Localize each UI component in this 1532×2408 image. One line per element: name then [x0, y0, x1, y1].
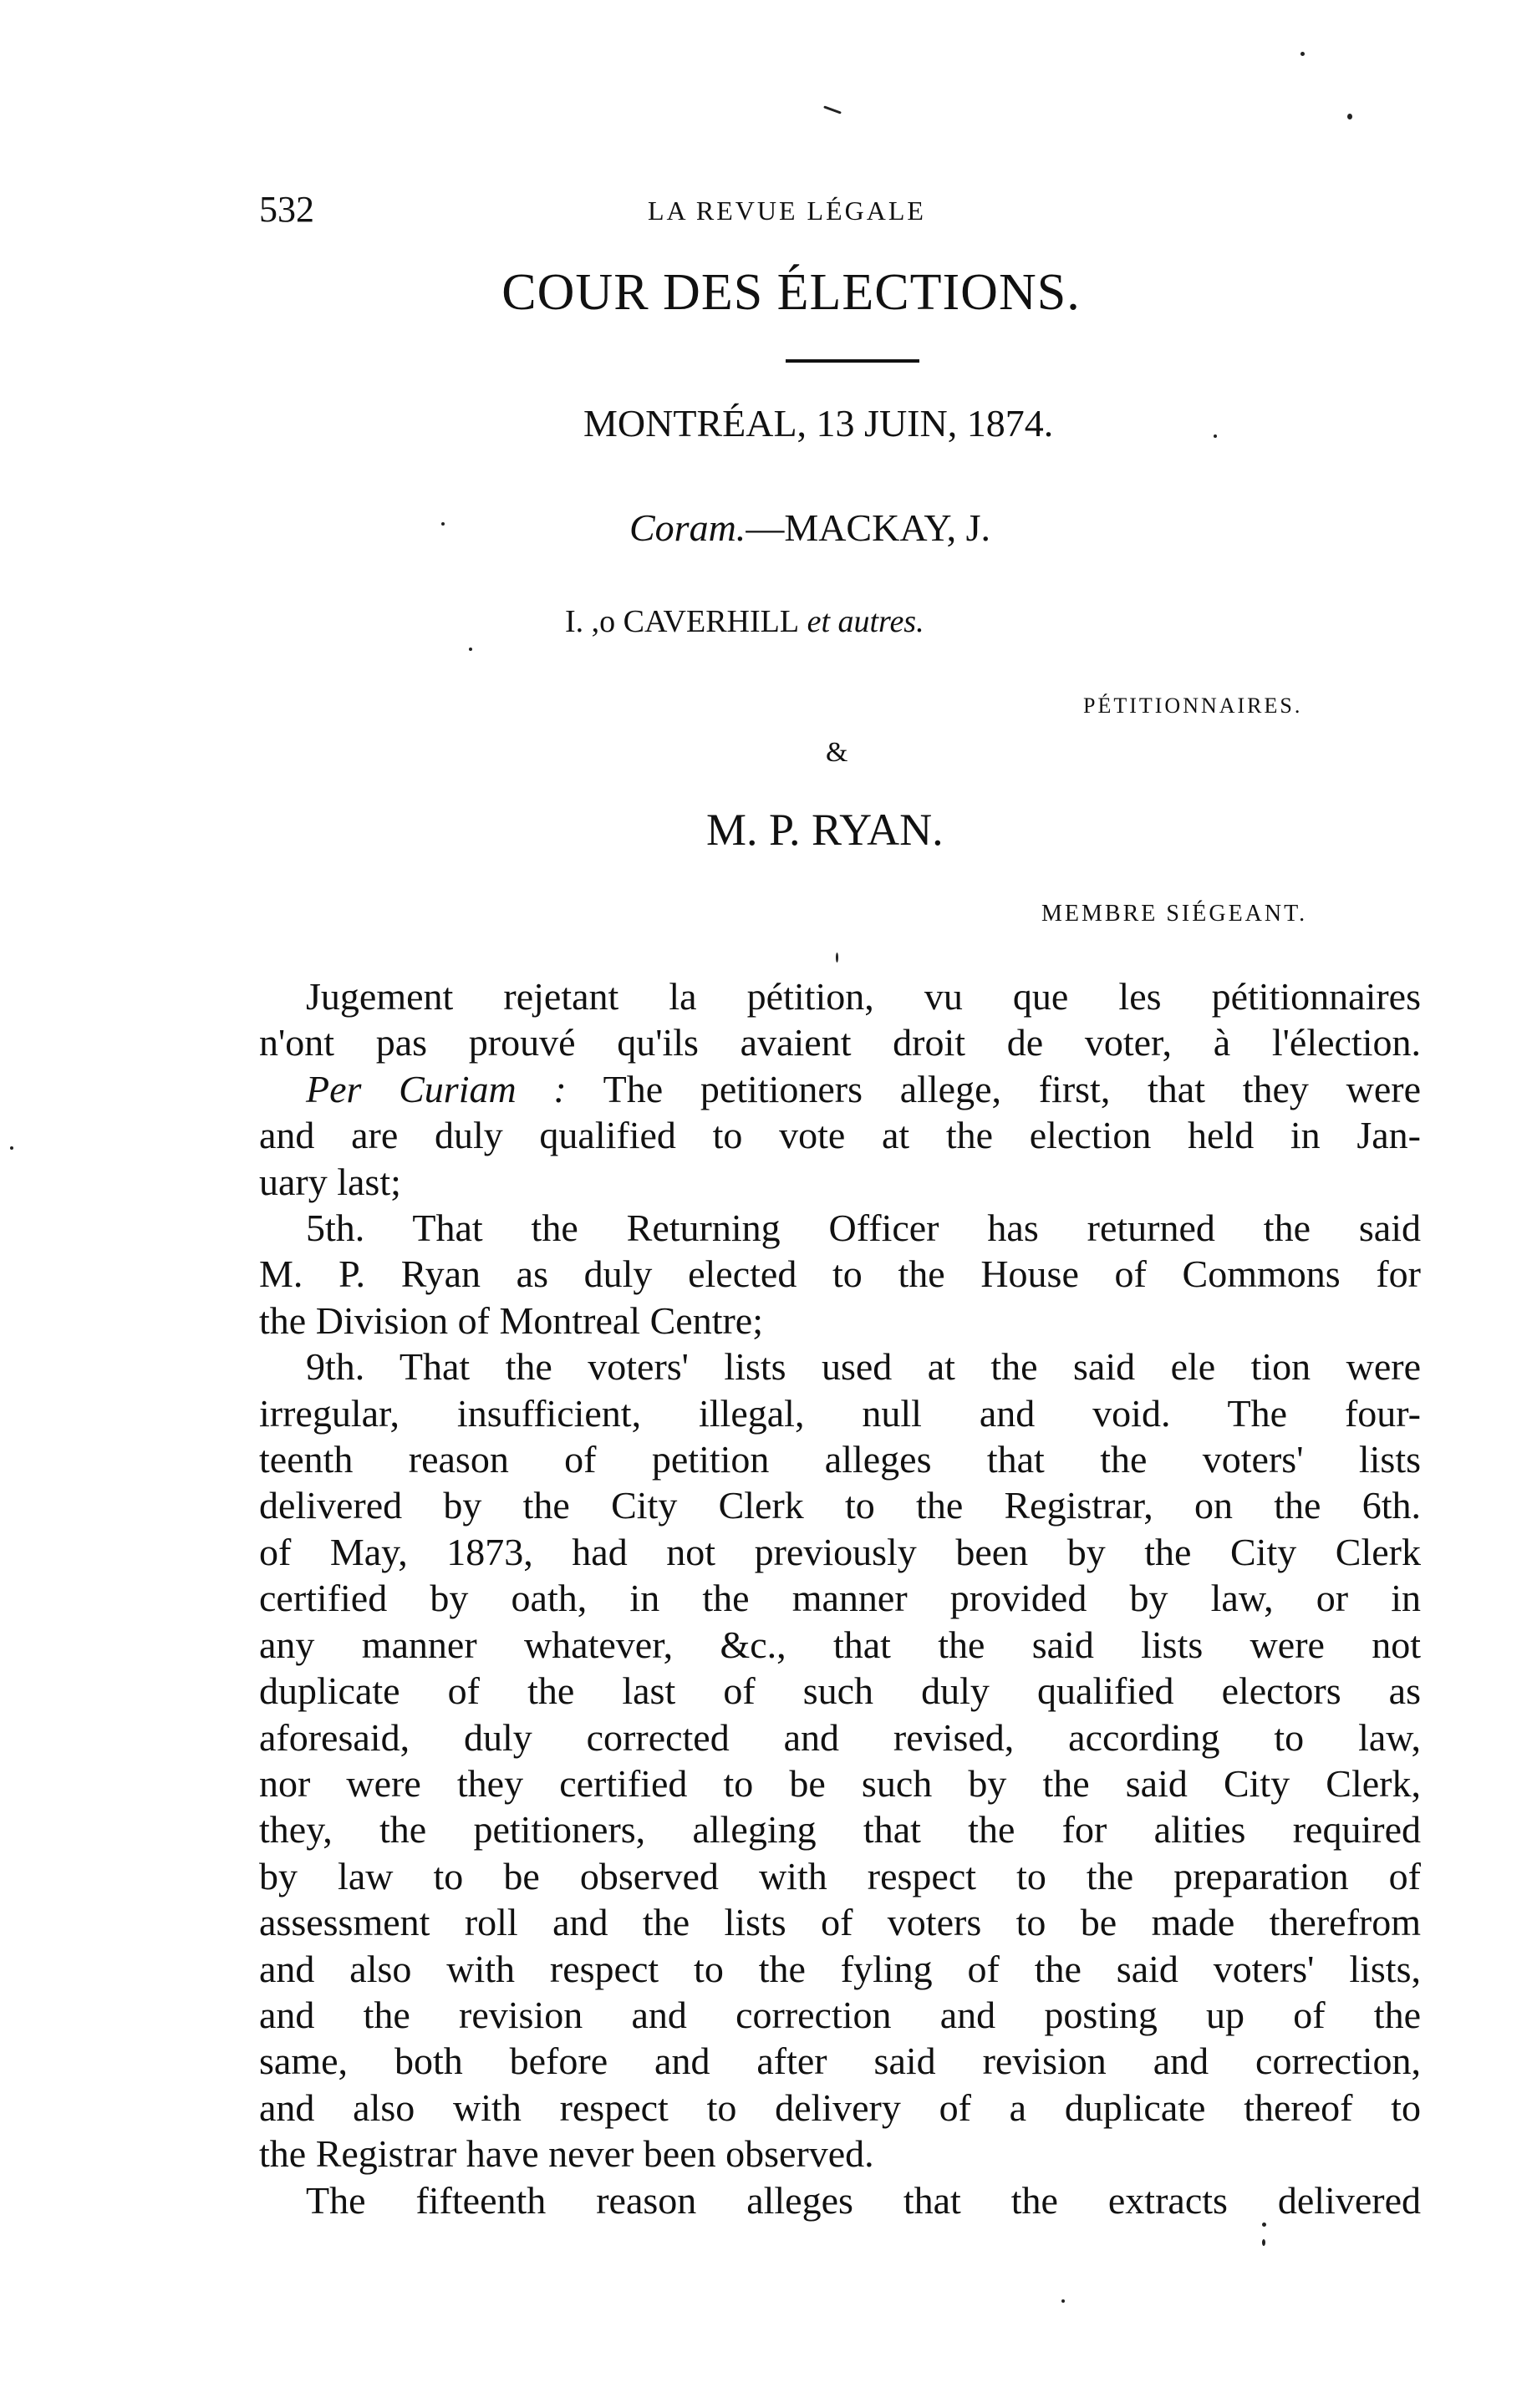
body-line: any manner whatever, &c., that the said lists were not [259, 1623, 1421, 1666]
court-title: COUR DES ÉLECTIONS. [501, 264, 1081, 321]
scan-speck [1347, 114, 1352, 119]
scan-speck [1262, 2239, 1265, 2246]
body-line: by law to be observed with respect to the preparation of [259, 1854, 1421, 1897]
coram-label: Coram. [629, 506, 746, 549]
page-number: 532 [259, 189, 314, 230]
scan-speck [1061, 2299, 1065, 2303]
scan-speck [1214, 434, 1217, 438]
body-line: nor were they certified to be such by the said City Clerk, [259, 1761, 1421, 1805]
petitioners-name-main: I. ,o CAVERHILL [565, 604, 800, 639]
body-line: they, the petitioners, alleging that the for alities required [259, 1808, 1421, 1852]
respondent-role: MEMBRE SIÉGEANT. [1041, 901, 1308, 927]
body-line: uary last; [259, 1160, 401, 1203]
body-line: delivered by the City Clerk to the Registrar, on the 6th. [259, 1484, 1421, 1527]
petitioners-role: PÉTITIONNAIRES. [1083, 693, 1303, 718]
title-rule [786, 359, 919, 363]
body-line: 9th. That the voters' lists used at the said ele tion were [306, 1345, 1421, 1389]
body-line: of May, 1873, had not previously been by the City Clerk [259, 1530, 1421, 1573]
body-line: same, both before and after said revision and correction, [259, 2040, 1421, 2083]
scan-speck [836, 953, 838, 963]
body-line: duplicate of the last of such duly qualified electors as [259, 1669, 1421, 1713]
body-line-text: The petitioners allege, first, that they were [566, 1067, 1421, 1110]
scan-speck [1262, 2223, 1266, 2227]
per-curiam-label: Per Curiam : [306, 1067, 567, 1110]
body-line: n'ont pas prouvé qu'ils avaient droit de voter, à l'élection. [259, 1021, 1421, 1064]
scan-speck [823, 105, 842, 114]
respondent-name: M. P. RYAN. [706, 805, 944, 855]
body-line: Jugement rejetant la pétition, vu que les pétitionnaires [306, 975, 1421, 1018]
body-line: and the revision and correction and posting up of the [259, 1993, 1421, 2036]
scan-speck [1300, 52, 1305, 56]
coram-line [629, 505, 990, 550]
body-line: M. P. Ryan as duly elected to the House of Commons for [259, 1252, 1421, 1296]
body-text [259, 973, 1421, 2223]
coram-judge: —MACKAY, J. [746, 506, 991, 549]
scan-speck [469, 648, 472, 651]
place-date: MONTRÉAL, 13 JUIN, 1874. [583, 402, 1054, 445]
body-line [259, 1066, 1421, 1112]
body-line: and also with respect to the fyling of the said voters' lists, [259, 1947, 1421, 1990]
petitioners-name [565, 603, 924, 640]
body-line: assessment roll and the lists of voters to be made therefrom [259, 1901, 1421, 1944]
petitioners-name-suffix: et autres. [799, 604, 924, 639]
body-line: and also with respect to delivery of a duplicate thereof to [259, 2085, 1421, 2129]
body-line: teenth reason of petition alleges that the voters' lists [259, 1438, 1421, 1481]
body-line: the Registrar have never been observed. [259, 2132, 874, 2176]
scan-speck [441, 522, 445, 526]
body-line: irregular, insufficient, illegal, null and void. The four- [259, 1391, 1421, 1435]
body-line: the Division of Montreal Centre; [259, 1298, 763, 1342]
scan-speck [10, 1146, 13, 1150]
ampersand: & [826, 737, 848, 768]
body-line: The fifteenth reason alleges that the extracts delivered [306, 2178, 1421, 2222]
body-line: aforesaid, duly corrected and revised, according to law, [259, 1715, 1421, 1759]
running-head: LA REVUE LÉGALE [648, 196, 926, 226]
body-line: 5th. That the Returning Officer has returned the said [306, 1207, 1421, 1250]
body-line: and are duly qualified to vote at the election held in Jan- [259, 1114, 1421, 1157]
body-line: certified by oath, in the manner provided by law, or in [259, 1577, 1421, 1620]
